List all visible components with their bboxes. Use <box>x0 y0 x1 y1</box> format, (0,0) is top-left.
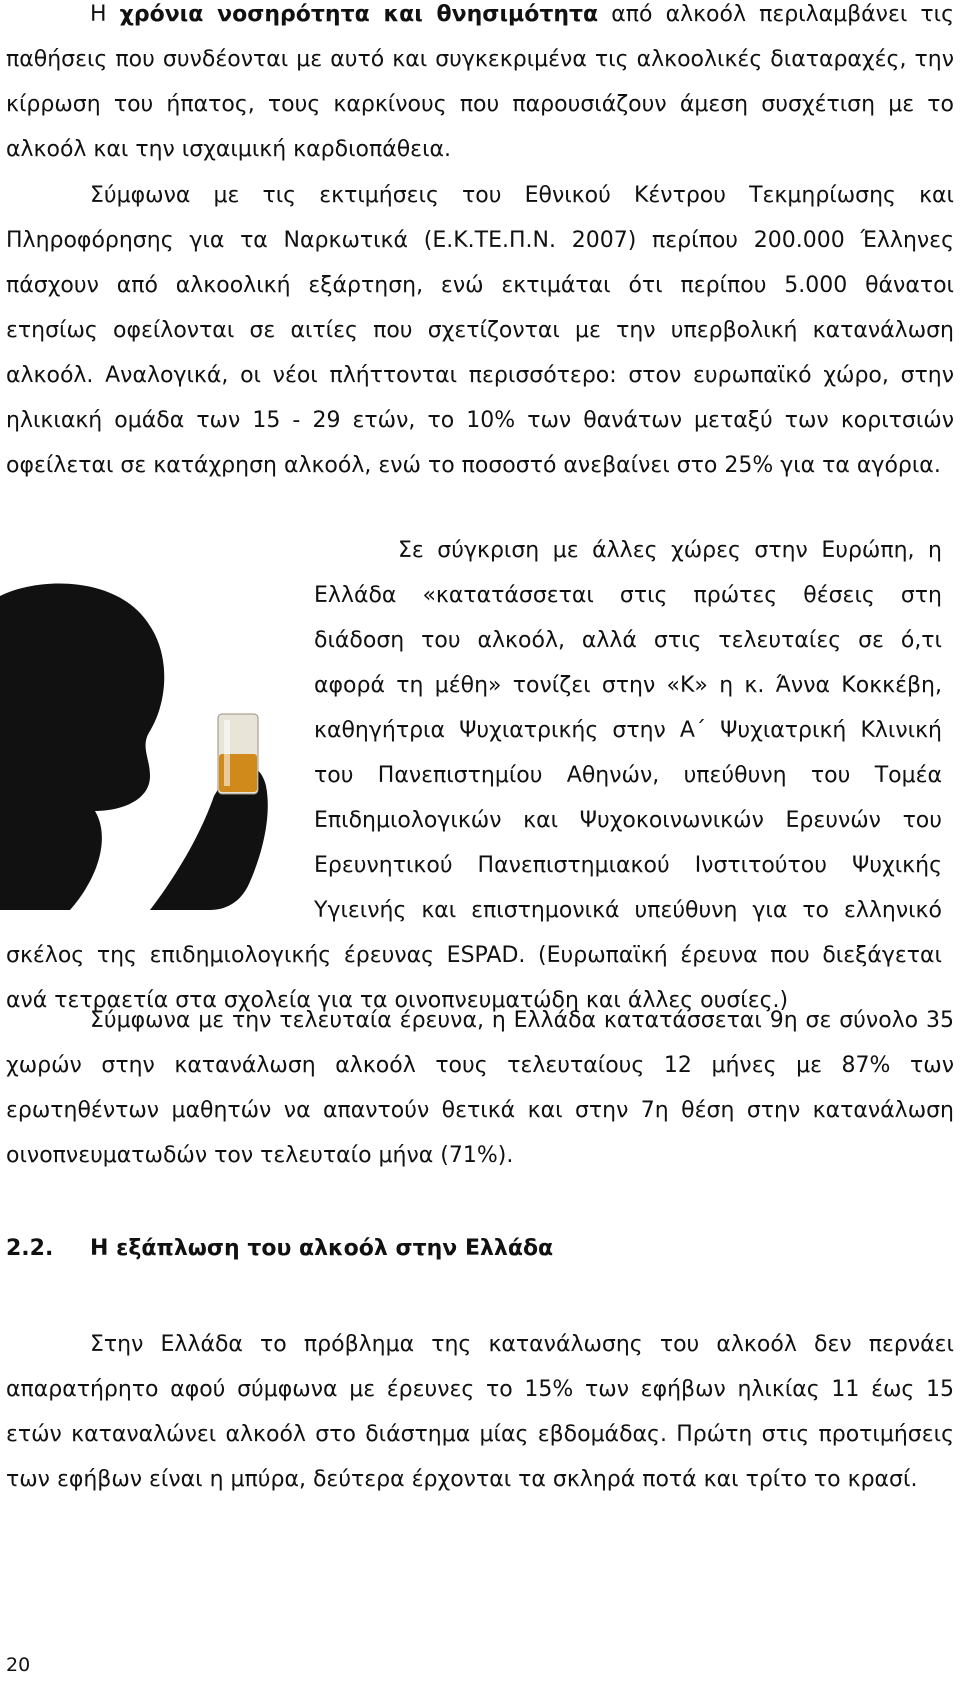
paragraph-latest-survey: Σύμφωνα με την τελευταία έρευνα, η Ελλάδα κατατάσσεται 9η σε σύνολο 35 χωρών στην κατανάλωση αλκοόλ τους τελευταίους 12 μήνες με 87% των ερωτηθέντων μαθητών να απαντούν θετικά και στην 7η θέση στην κατανάλωση οινοπνευματωδών τον τελευταίο μήνα (71%). <box>6 1008 954 1168</box>
section-title: Η εξάπλωση του αλκοόλ στην Ελλάδα <box>90 1236 554 1261</box>
paragraph-comparison-block <box>0 528 948 1023</box>
silhouette-drinking-illustration <box>0 536 286 910</box>
page-number: 20 <box>6 1654 31 1676</box>
paragraph-spread-greece: Στην Ελλάδα το πρόβλημα της κατανάλωσης του αλκοόλ δεν περνάει απαρατήρητο αφού σύμφωνα με έρευνες το 15% των εφήβων ηλικίας 11 έως 15 ετών καταναλώνει αλκοόλ στο διάστημα μίας εβδομάδας. Πρώτη στις προτιμήσεις των εφήβων είναι η μπύρα, δεύτερα έρχονται τα σκληρά ποτά και τρίτο το κρασί. <box>6 1332 954 1492</box>
silhouette-drinking-image <box>0 536 286 910</box>
paragraph-comparison: Σε σύγκριση με άλλες χώρες στην Ευρώπη, η Ελλάδα «κατατάσσεται στις πρώτες θέσεις στη διάδοση του αλκοόλ, αλλά στις τελευταίες σε ό,τι αφορά τη μέθη» τονίζει στην «Κ» η κ. Άννα Κοκκέβη, καθηγήτρια Ψυχιατρικής στην Α΄ Ψυχιατρική Κλινική του Πανεπιστημίου Αθηνών, υπεύθυνη του Τομέα Επιδημιολογικών και Ψυχοκοινωνικών Ερευνών του Ερευνητικού Πανεπιστημιακού Ινστιτούτου Ψυχικής Υγιεινής και επιστημονικά υπεύθυνη για το ελληνικό σκέλος της επιδημιολογικής έρευνας ESPAD. (Ευρωπαϊκή έρευνα που διεξάγεται ανά τετραετία στα σχολεία για τα οινοπνευματώδη και άλλες ουσίες.) <box>6 538 942 1013</box>
paragraph-rest: από αλκοόλ περιλαμβάνει τις παθήσεις που συνδέονται με αυτό και συγκεκριμένα τις αλκοολικές διαταραχές, την κίρρωση του ήπατος, τους καρκίνους που παρουσιάζουν άμεση συσχέτιση με το αλκοόλ και την ισχαιμική καρδιοπάθεια. <box>6 2 954 162</box>
bold-term: χρόνια νοσηρότητα και θνησιμότητα <box>119 2 599 27</box>
section-heading <box>6 1236 553 1261</box>
paragraph-lead: Η <box>90 2 120 27</box>
paragraph-morbidity <box>0 0 960 172</box>
section-number: 2.2. <box>6 1236 54 1261</box>
paragraph-estimates: Σύμφωνα με τις εκτιμήσεις του Εθνικού Κέντρου Τεκμηρίωσης και Πληροφόρησης για τα Ναρκωτικά (Ε.Κ.ΤΕ.Π.Ν. 2007) περίπου 200.000 Έλληνες πάσχουν από αλκοολική εξάρτηση, ενώ εκτιμάται ότι περίπου 5.000 θάνατοι ετησίως οφείλονται σε αιτίες που σχετίζονται με την υπερβολική κατανάλωση αλκοόλ. Αναλογικά, οι νέοι πλήττονται περισσότερο: στον ευρωπαϊκό χώρο, στην ηλικιακή ομάδα των 15 - 29 ετών, το 10% των θανάτων μεταξύ των κοριτσιών οφείλεται σε κατάχρηση αλκοόλ, ενώ το ποσοστό ανεβαίνει στο 25% για τα αγόρια. <box>6 183 954 478</box>
